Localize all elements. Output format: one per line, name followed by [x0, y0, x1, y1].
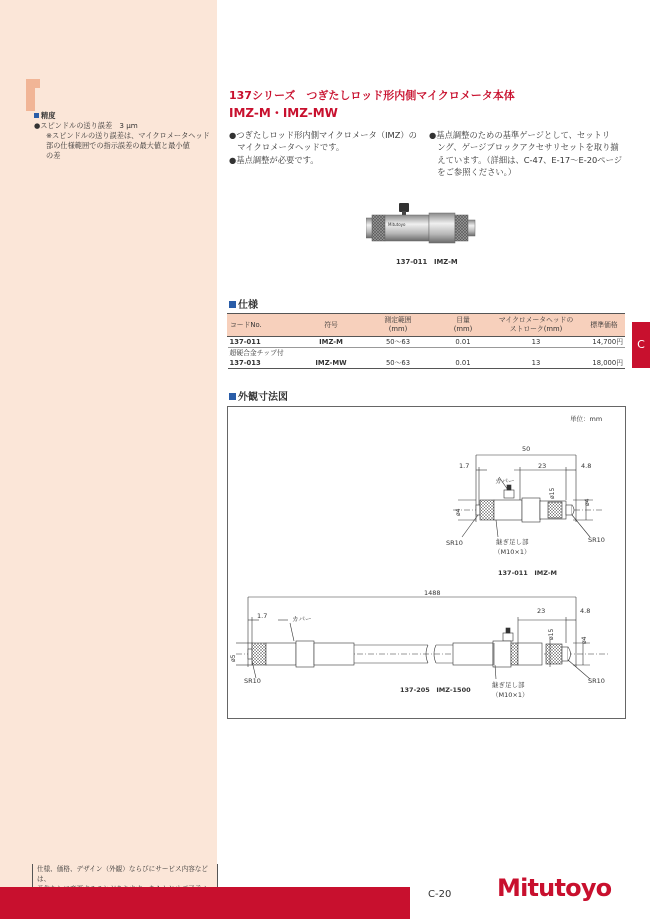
joint-spec: （M10×1）: [494, 548, 531, 556]
page-title: 137シリーズ つぎたしロッド形内側マイクロメータ本体: [229, 89, 515, 102]
bullet-line: マイクロメータヘッドです。: [229, 142, 345, 153]
cover-label: カバー: [292, 615, 312, 623]
page-number: C-20: [428, 889, 452, 900]
col-graduation: 目量 (mm): [437, 314, 490, 337]
spec-table: [227, 313, 625, 369]
dim-phi15: ø15: [548, 628, 555, 640]
bullet-line: ング、ゲージブロックアクセサリセットを取り揃: [429, 142, 619, 153]
cell-range: 50～63: [360, 337, 437, 348]
bullets-right: [429, 129, 622, 178]
bullet-line: をご参照ください。）: [429, 166, 517, 177]
cell-symbol: IMZ-MW: [303, 358, 360, 369]
col-price: 標準価格: [583, 314, 626, 337]
cell-stroke: 13: [490, 358, 583, 369]
table-row: [228, 337, 626, 348]
joint-spec: （M10×1）: [492, 691, 529, 699]
col-symbol: 符号: [303, 314, 360, 337]
drawing-title: 外観寸法図: [238, 392, 288, 403]
spec-title: 仕様: [238, 300, 258, 311]
bullet-line: ●基点調整のための基準ゲージとして、セットリ: [429, 130, 611, 140]
sr-left: SR10: [446, 539, 463, 547]
brand-logo: Mitutoyo: [497, 874, 612, 902]
square-bullet-icon: [229, 393, 236, 400]
square-bullet-icon: [34, 113, 39, 118]
accuracy-note: [34, 111, 214, 161]
cell-price: 18,000円: [583, 358, 626, 369]
sr-left: SR10: [244, 677, 261, 685]
dim-total: 50: [522, 445, 531, 453]
lock-knob: [399, 203, 409, 212]
cell-stroke: 13: [490, 337, 583, 348]
dim-right: 4.8: [580, 607, 591, 615]
col-code: コードNo.: [228, 314, 303, 337]
bullet-line: えています。（詳細は、C-47、E-17～E-20ページ: [429, 154, 623, 165]
table-row-note: [228, 348, 626, 359]
footer-red-bar: [0, 887, 410, 919]
cover-label: カバー: [495, 477, 515, 485]
cell-code: 137-013: [228, 358, 303, 369]
col-stroke: マイクロメータヘッドの ストローク(mm): [490, 314, 583, 337]
dim-left: 1.7: [257, 612, 268, 620]
cell-note: 超硬合金チップ付: [229, 348, 284, 357]
col-range: 測定範囲 (mm): [360, 314, 437, 337]
sr-right: SR10: [588, 536, 605, 544]
cell-symbol: IMZ-M: [303, 337, 360, 348]
dim-right: 4.8: [581, 462, 592, 470]
joint-label: 継ぎ足し部: [492, 681, 525, 689]
drawing-frame: [227, 406, 626, 719]
dim-phi4-right: ø4: [584, 498, 591, 506]
dim-phi5: ø5: [230, 654, 237, 662]
spec-section-heading: [229, 296, 258, 311]
cell-graduation: 0.01: [437, 358, 490, 369]
cell-graduation: 0.01: [437, 337, 490, 348]
cell-price: 14,700円: [583, 337, 626, 348]
table-row: [228, 358, 626, 369]
accuracy-heading: 精度: [41, 111, 56, 120]
unit-label: 単位：mm: [570, 415, 603, 423]
product-caption: 137-011 IMZ-M: [396, 258, 458, 266]
dim-left: 1.7: [459, 462, 470, 470]
dimension-drawing: [228, 407, 625, 718]
drawing1-caption: 137-011 IMZ-M: [498, 569, 557, 577]
accuracy-remark-line2: 部の仕様範囲での指示誤差の最大値と最小値: [46, 141, 190, 150]
dim-phi4-left: ø4: [455, 508, 462, 516]
corner-bracket-decoration: [26, 79, 40, 111]
dim-phi4: ø4: [581, 636, 588, 644]
disclaimer-line1: 仕様、価格、デザイン（外観）ならびにサービス内容などは、: [37, 865, 208, 883]
bullets-left: [229, 129, 417, 166]
accuracy-item: ●スピンドルの送り誤差 3 µm: [34, 121, 138, 130]
dim-phi15: ø15: [549, 487, 556, 499]
bullet-line: ●基点調整が必要です。: [229, 154, 319, 165]
accuracy-remark-line1: ※スピンドルの送り誤差は、マイクロメータヘッド: [46, 131, 210, 140]
spec-header-row: [228, 314, 626, 337]
square-bullet-icon: [229, 301, 236, 308]
cell-code: 137-011: [228, 337, 303, 348]
dim-mid: 23: [538, 462, 547, 470]
joint-label: 継ぎ足し部: [496, 538, 529, 546]
section-tab[interactable]: C: [632, 322, 650, 368]
page-subtitle: IMZ-M・IMZ-MW: [229, 106, 338, 120]
micrometer-head-image: [366, 202, 476, 252]
dim-mid: 23: [537, 607, 546, 615]
drawing-section-heading: [229, 388, 288, 403]
dim-total: 1488: [424, 589, 441, 597]
sr-right: SR10: [588, 677, 605, 685]
cell-range: 50～63: [360, 358, 437, 369]
tool-brand: Mitutoyo: [388, 222, 406, 227]
drawing2-caption: 137-205 IMZ-1500: [400, 686, 471, 694]
accuracy-remark-line3: の差: [46, 151, 61, 160]
bullet-line: ●つぎたしロッド形内側マイクロメータ（IMZ）の: [229, 130, 417, 140]
